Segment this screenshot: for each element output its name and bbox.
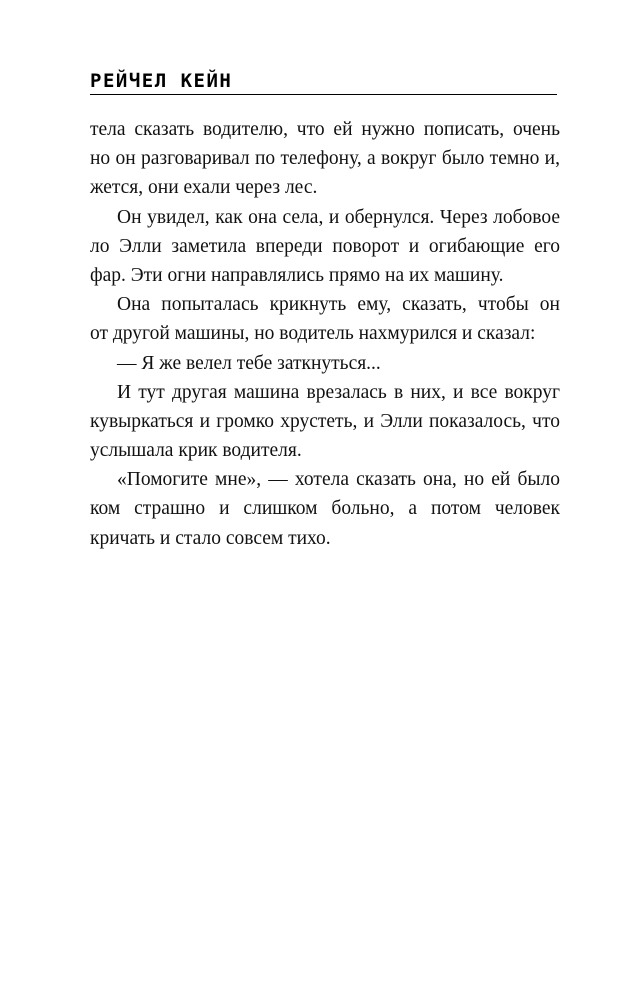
text-line: «Помогите мне», — хотела сказать она, но ей было [117,469,560,491]
text-line: жется, они ехали через лес. [90,177,318,199]
text-line: фар. Эти огни направлялись прямо на их машину. [90,264,504,286]
header-rule [90,94,557,95]
text-line: Он увидел, как она села, и обернулся. Через лобовое [117,206,560,228]
text-line: но он разговаривал по телефону, а вокруг было темно и, [90,148,560,170]
text-line: Она попыталась крикнуть ему, сказать, чтобы он [117,294,560,316]
text-line: от другой машины, но водитель нахмурился и сказал: [90,323,536,345]
text-line: ло Элли заметила впереди поворот и огибающие его [90,235,560,257]
text-line: кувыркаться и громко хрустеть, и Элли показалось, что [90,410,560,432]
running-head: РЕЙЧЕЛ КЕЙН [90,70,233,92]
text-line: И тут другая машина врезалась в них, и все вокруг [117,381,560,403]
text-line: тела сказать водителю, что ей нужно пописать, очень [90,119,560,140]
body-text [90,115,560,553]
text-line: ком страшно и слишком больно, а потом человек [90,498,560,520]
text-line: услышала крик водителя. [90,440,302,462]
text-line: кричать и стало совсем тихо. [90,527,331,549]
text-line: — Я же велел тебе заткнуться... [117,352,381,374]
